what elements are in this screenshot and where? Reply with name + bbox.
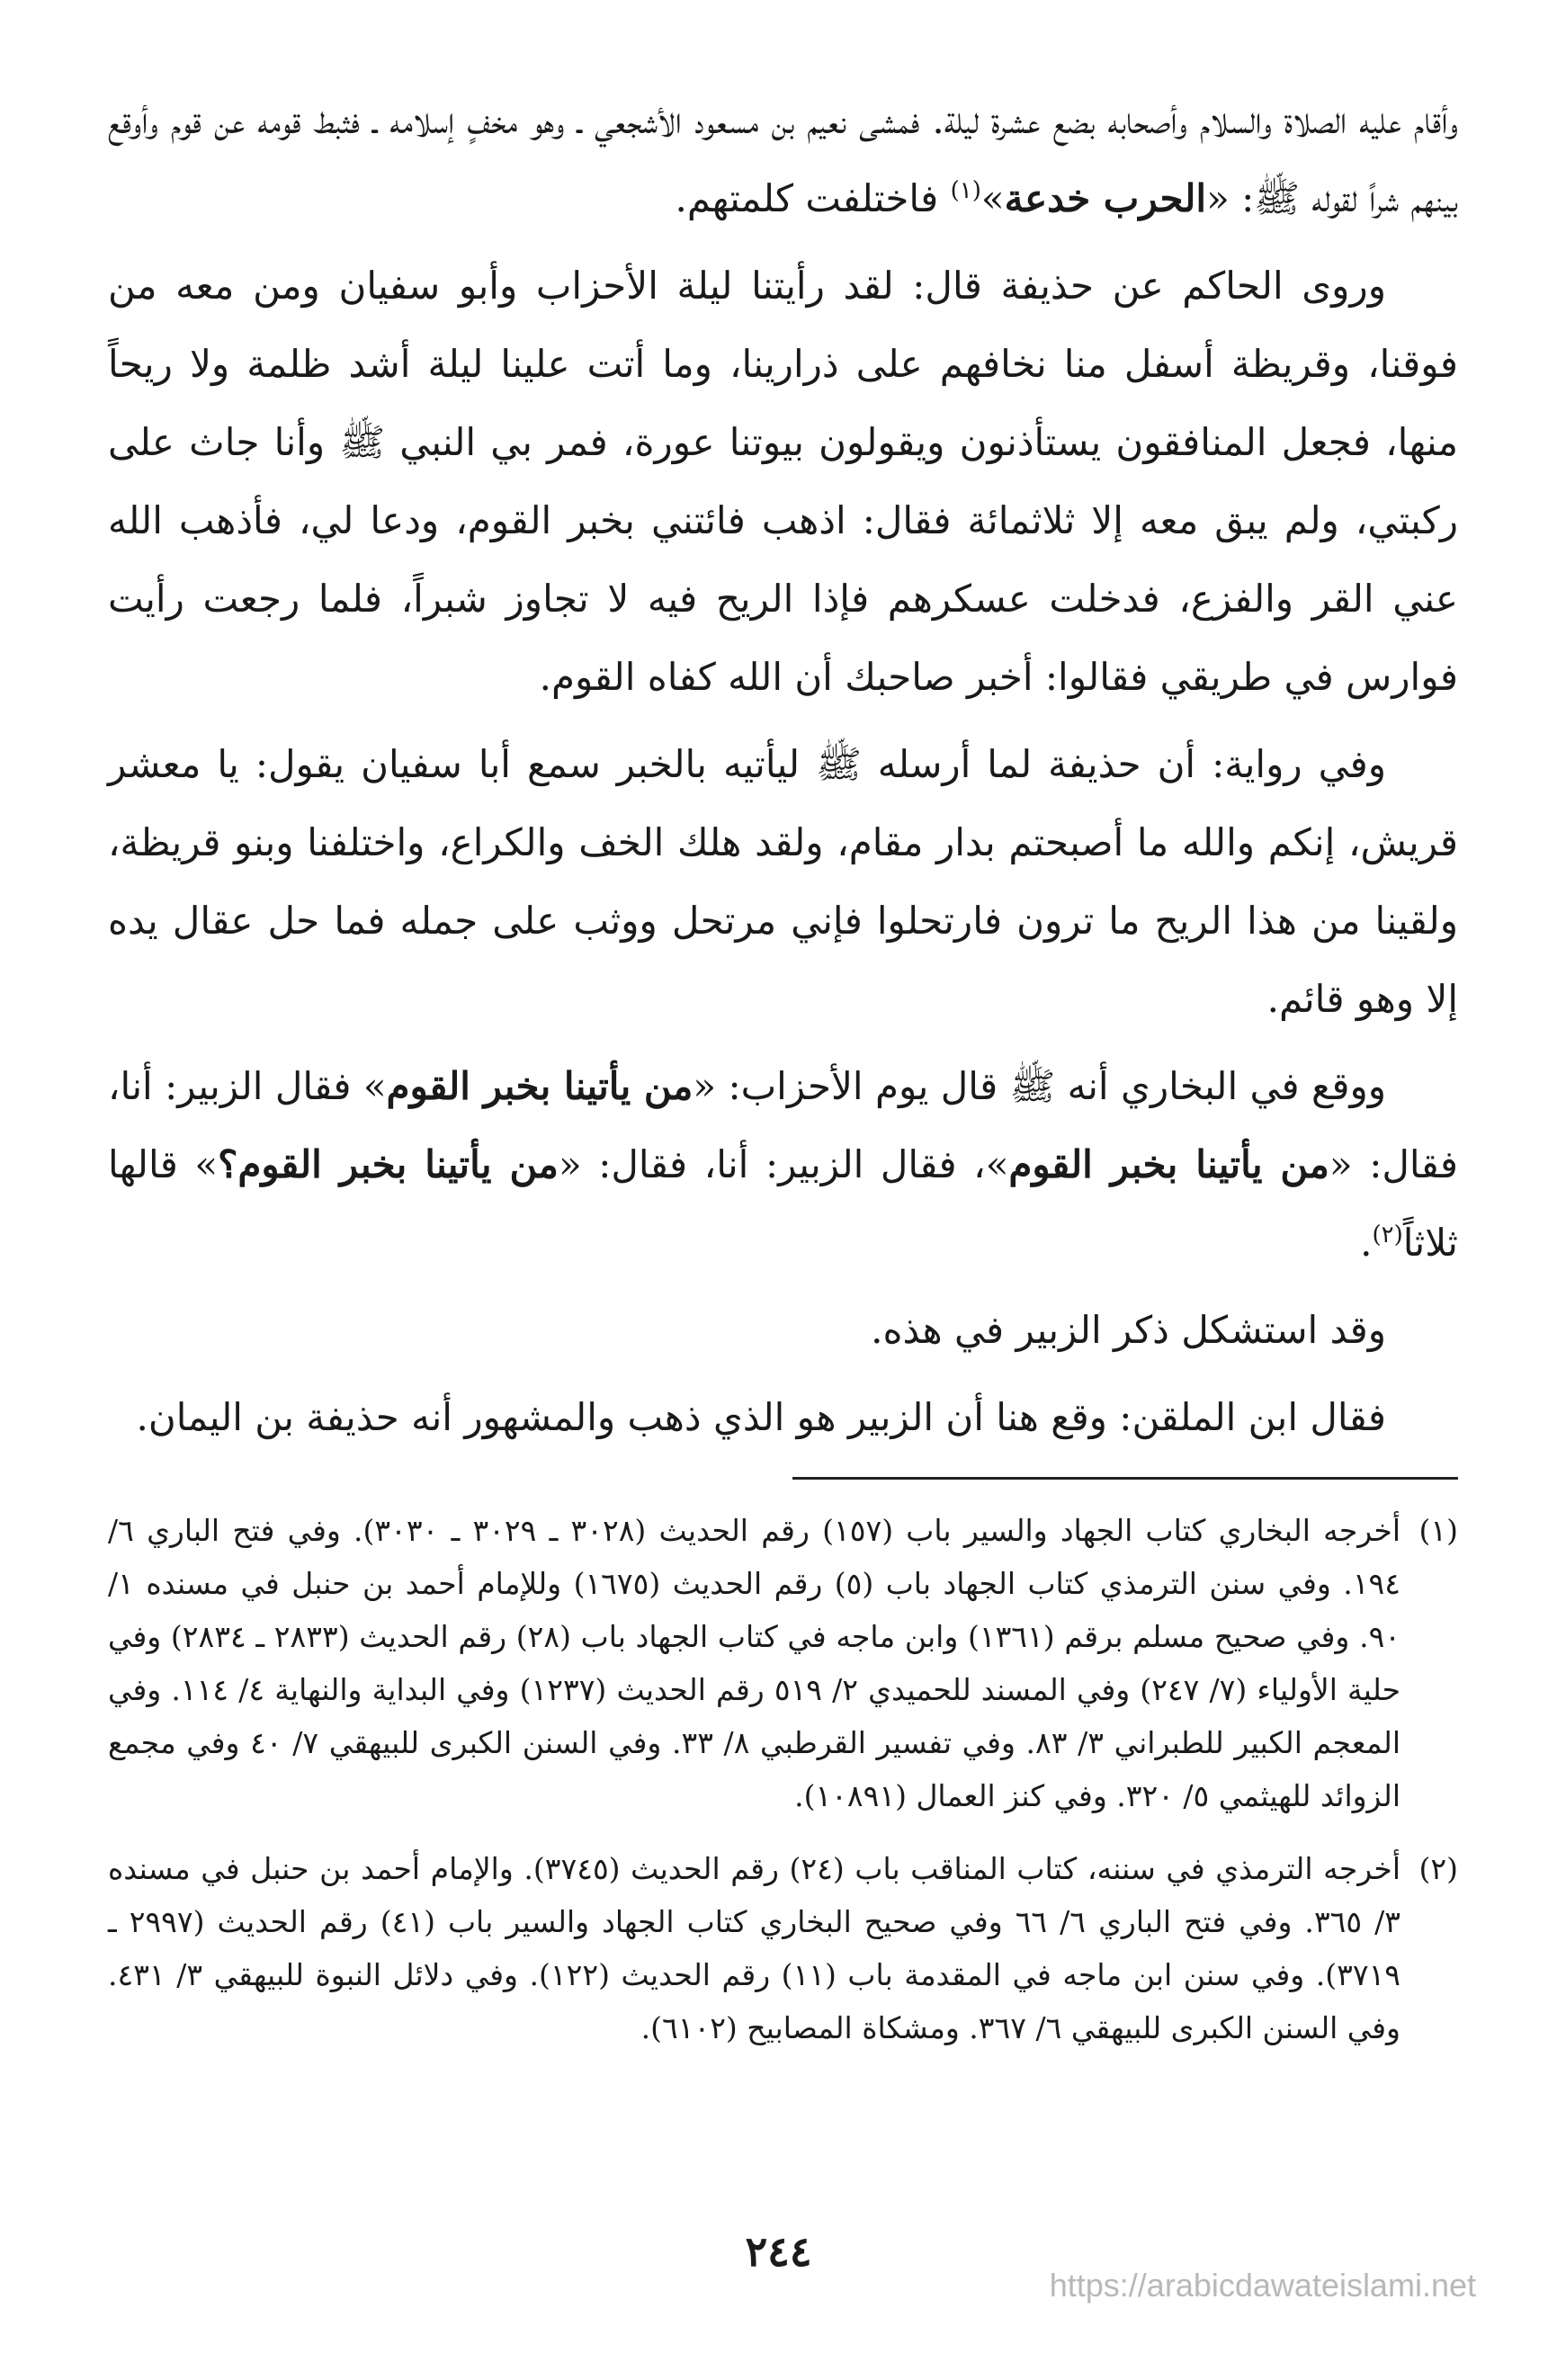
quoted-hadith: من يأتينا بخبر القوم؟: [218, 1142, 559, 1186]
paragraph-3: [108, 725, 1458, 1038]
paragraph-text: وقد استشكل ذكر الزبير في هذه.: [871, 1308, 1386, 1352]
paragraph-text-end: فاختلفت كلمتهم.: [675, 176, 951, 220]
paragraph-text: وروى الحاكم عن حذيفة قال: لقد رأيتنا ليلة الأحزاب وأبو سفيان ومن معه من فوقنا، وقريظة أسفل منا نخافهم على ذرارينا، وما أتت علينا ليلة أشد ظلمة ولا ريحاً منها، فجعل المنافقون يستأذنون ويقولون بيوتنا عورة، فمر بي النبي ﷺ وأنا جاث على ركبتي، ولم يبق معه إلا ثلاثمائة فقال: اذهب فائتني بخبر القوم، ودعا لي، فأذهب الله عني القر والفزع، فدخلت عسكرهم فإذا الريح فيه لا تجاوز شبراً، فلما رجعت رأيت فوارس في طريقي فقالوا: أخبر صاحبك أن الله كفاه القوم.: [108, 264, 1458, 699]
footnote-2: [108, 1842, 1458, 2054]
footnote-text: أخرجه البخاري كتاب الجهاد والسير باب (١٥٧) رقم الحديث (٣٠٢٨ ـ ٣٠٢٩ ـ ٣٠٣٠). وفي فتح الباري ٦/ ١٩٤. وفي سنن الترمذي كتاب الجهاد باب (٥) رقم الحديث (١٦٧٥) وللإمام أحمد بن حنبل في مسنده ١/ ٩٠. وفي صحيح مسلم برقم (١٣٦١) وابن ماجه في كتاب الجهاد باب (٢٨) رقم الحديث (٢٨٣٣ ـ ٢٨٣٤) وفي حلية الأولياء (٧/ ٢٤٧) وفي المسند للحميدي ٢/ ٥١٩ رقم الحديث (١٢٣٧) وفي البداية والنهاية ٤/ ١١٤. وفي المعجم الكبير للطبراني ٣/ ٨٣. وفي تفسير القرطبي ٨/ ٣٣. وفي السنن الكبرى للبيهقي ٧/ ٤٠ وفي مجمع الزوائد للهيثمي ٥/ ٣٢٠. وفي كنز العمال (١٠٨٩١).: [108, 1513, 1401, 1813]
paragraph-text: ووقع في البخاري أنه ﷺ قال يوم الأحزاب: «: [693, 1064, 1387, 1108]
paragraph-text: » قالها ثلاثاً: [108, 1142, 1458, 1265]
paragraph-2: [108, 246, 1458, 716]
paragraph-text: »، فقال الزبير: أنا، فقال: «: [558, 1142, 1009, 1186]
footnote-1: [108, 1504, 1458, 1822]
paragraph-5: [108, 1291, 1458, 1369]
footnote-separator: [792, 1477, 1458, 1480]
paragraph-text: » فقال الزبير: أنا، فقال: «: [108, 1064, 1458, 1186]
footnotes: [108, 1504, 1458, 2074]
watermark-url[interactable]: https://arabicdawateislami.net: [1049, 2267, 1476, 2304]
paragraph-6: [108, 1378, 1458, 1456]
paragraph-text: فقال ابن الملقن: وقع هنا أن الزبير هو الذي ذهب والمشهور أنه حذيفة بن اليمان.: [136, 1395, 1386, 1439]
footnote-text: أخرجه الترمذي في سننه، كتاب المناقب باب (٢٤) رقم الحديث (٣٧٤٥). والإمام أحمد بن حنبل في مسنده ٣/ ٣٦٥. وفي فتح الباري ٦/ ٦٦ وفي صحيح البخاري كتاب الجهاد والسير باب (٤١) رقم الحديث (٢٩٩٧ ـ ٣٧١٩). وفي سنن ابن ماجه في المقدمة باب (١١) رقم الحديث (١٢٢). وفي دلائل النبوة للبيهقي ٣/ ٤٣١. وفي السنن الكبرى للبيهقي ٦/ ٣٦٧. ومشكاة المصابيح (٦١٠٢).: [108, 1851, 1401, 2045]
quoted-hadith: الحرب خدعة: [1004, 176, 1207, 220]
footnote-ref-1[interactable]: (١): [950, 177, 981, 204]
paragraph-text-end: .: [1360, 1221, 1373, 1265]
quoted-hadith: من يأتينا بخبر القوم: [386, 1064, 693, 1108]
footnote-number: (٢): [1418, 1851, 1458, 1886]
quoted-hadith: من يأتينا بخبر القوم: [1008, 1142, 1329, 1186]
paragraph-text: وأقام عليه الصلاة والسلام وأصحابه بضع عشرة ليلة. فمشى نعيم بن مسعود الأشجعي ـ وهو مخفٍ إسلامه ـ فثبط قومه عن قوم وأوقع بينهم شراً لقوله ﷺ: «: [108, 98, 1458, 220]
footnote-number: (١): [1418, 1513, 1458, 1548]
footnote-ref-2[interactable]: (٢): [1372, 1221, 1403, 1248]
main-text: [108, 81, 1458, 1465]
quote-close: »: [980, 176, 1005, 220]
paragraph-text: وفي رواية: أن حذيفة لما أرسله ﷺ ليأتيه بالخبر سمع أبا سفيان يقول: يا معشر قريش، إنكم والله ما أصبحتم بدار مقام، ولقد هلك الخف والكراع، واختلفنا وبنو قريظة، ولقينا من هذا الريح ما ترون فارتحلوا فإني مرتحل ووثب على جمله فما حل عقال يده إلا وهو قائم.: [108, 742, 1458, 1021]
page-number: ٢٤٤: [745, 2227, 812, 2276]
paragraph-1: [108, 81, 1458, 237]
paragraph-4: [108, 1047, 1458, 1282]
